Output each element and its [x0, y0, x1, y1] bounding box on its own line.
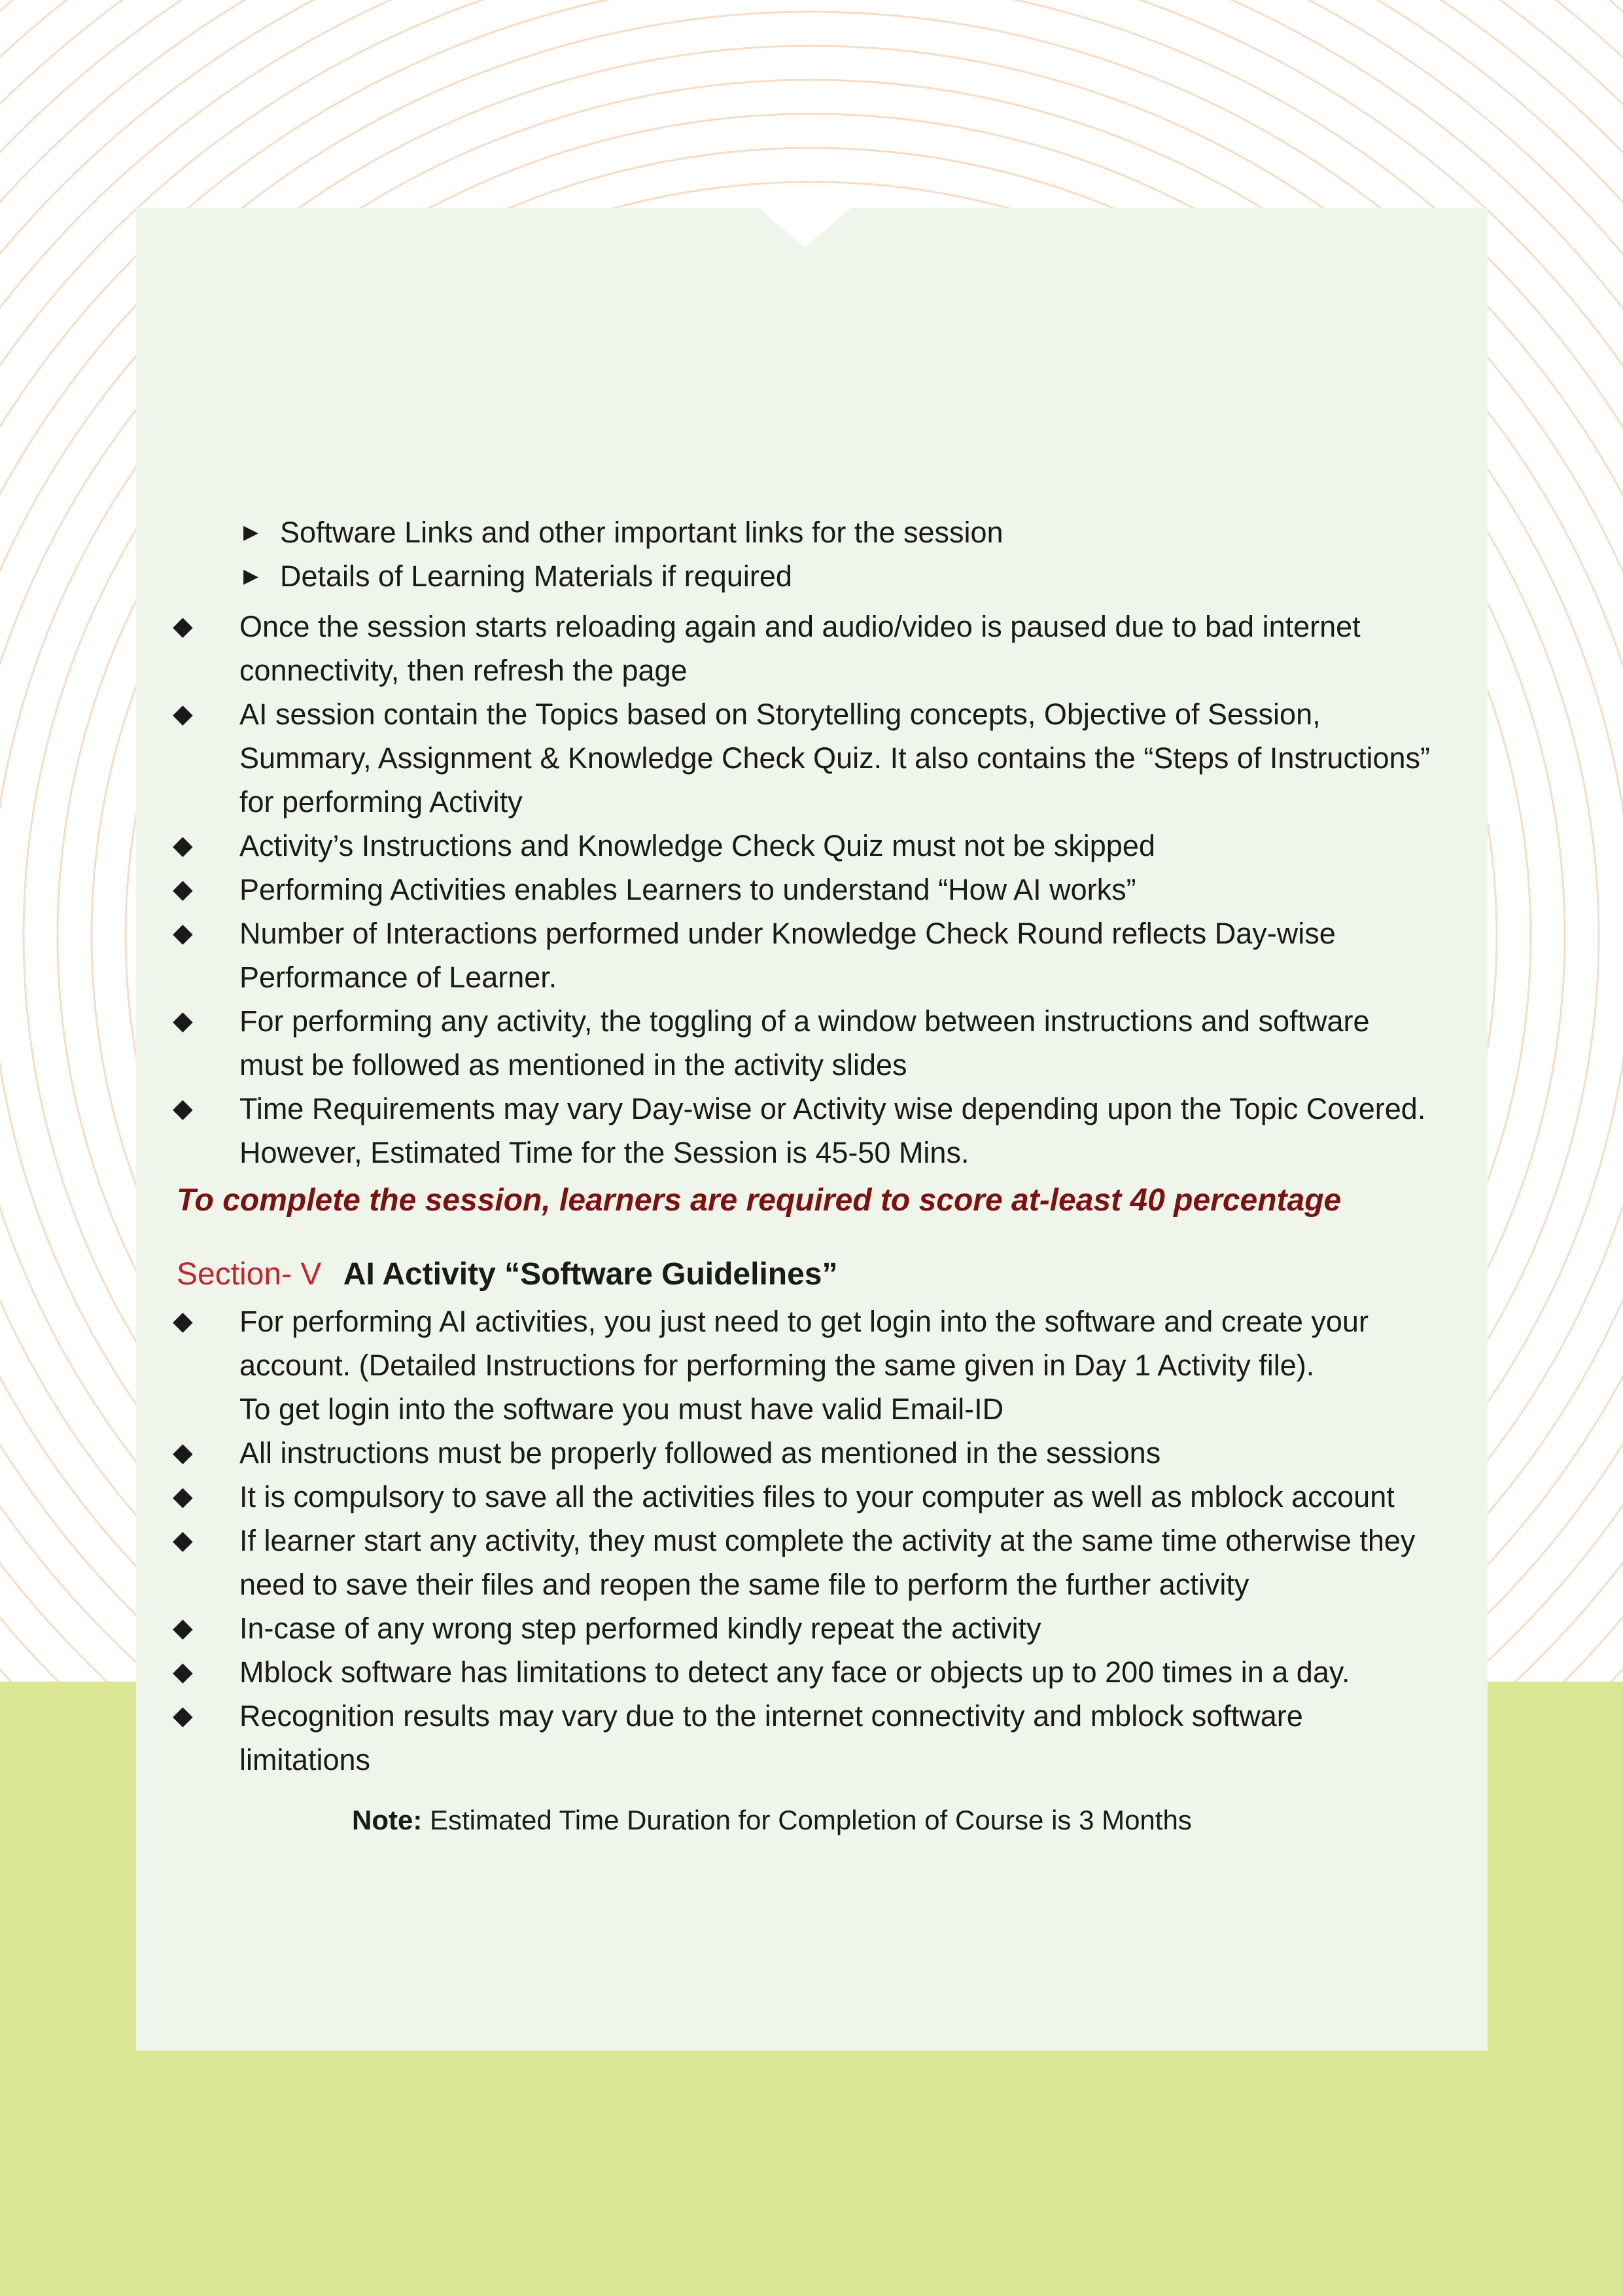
section-heading	[177, 1252, 838, 1298]
diamond-bullet-icon: ◆	[173, 1094, 193, 1123]
list-item: ◆ Activity’s Instructions and Knowledge Check Quiz must not be skipped	[239, 824, 1155, 868]
diamond-bullet-icon: ◆	[173, 612, 193, 641]
card-notch	[759, 208, 850, 247]
section-title: AI Activity “Software Guidelines”	[343, 1257, 838, 1292]
list-item: ◆ AI session contain the Topics based on Storytelling concepts, Objective of Session, Summary, Assignment & Knowledge Check Quiz. It also contains the “Steps of Instructions” for performing Activity	[239, 692, 1430, 824]
diamond-bullet-icon: ◆	[173, 1482, 193, 1511]
list-item: ◆ For performing any activity, the toggling of a window between instructions and software must be followed as mentioned in the activity slides	[239, 999, 1370, 1087]
list-item: ◆ For performing AI activities, you just need to get login into the software and create your account. (Detailed Instructions for performing the same given in Day 1 Activity file). To get login into the software you must have valid Email-ID	[239, 1299, 1369, 1431]
diamond-bullet-icon: ◆	[173, 875, 193, 904]
diamond-bullet-icon: ◆	[173, 1307, 193, 1335]
list-item: ◆ Performing Activities enables Learners to understand “How AI works”	[239, 868, 1136, 911]
section-number: Section- V	[177, 1257, 322, 1292]
note-text: Estimated Time Duration for Completion of Course is 3 Months	[422, 1805, 1192, 1835]
diamond-bullet-icon: ◆	[173, 1701, 193, 1730]
diamond-bullet-icon: ◆	[173, 1006, 193, 1035]
sub-list-item: ▶ Software Links and other important links for the session	[280, 510, 1003, 554]
list-item: ◆ Recognition results may vary due to the internet connectivity and mblock software limitations	[239, 1694, 1303, 1782]
diamond-bullet-icon: ◆	[173, 1614, 193, 1642]
triangle-bullet-icon: ▶	[243, 521, 259, 543]
diamond-bullet-icon: ◆	[173, 1526, 193, 1555]
list-item: ◆ Mblock software has limitations to detect any face or objects up to 200 times in a day.	[239, 1650, 1350, 1694]
diamond-bullet-icon: ◆	[173, 1438, 193, 1467]
content-card	[136, 208, 1488, 2051]
triangle-bullet-icon: ▶	[243, 565, 259, 587]
list-item: ◆ Number of Interactions performed under Knowledge Check Round reflects Day-wise Performance of Learner.	[239, 911, 1336, 999]
list-item: ◆ In-case of any wrong step performed kindly repeat the activity	[239, 1606, 1041, 1650]
list-item: ◆ It is compulsory to save all the activities files to your computer as well as mblock account	[239, 1475, 1395, 1519]
card-content	[136, 208, 1488, 2051]
sub-list-item: ▶ Details of Learning Materials if required	[280, 554, 792, 598]
note	[352, 1799, 1192, 1841]
note-label: Note:	[352, 1805, 423, 1835]
list-item: ◆ All instructions must be properly followed as mentioned in the sessions	[239, 1431, 1161, 1475]
diamond-bullet-icon: ◆	[173, 919, 193, 947]
list-item: ◆ If learner start any activity, they must complete the activity at the same time otherwise they need to save their files and reopen the same file to perform the further activity	[239, 1519, 1415, 1606]
list-item: ◆ Once the session starts reloading again and audio/video is paused due to bad internet connectivity, then refresh the page	[239, 605, 1361, 692]
list-item: ◆ Time Requirements may vary Day-wise or Activity wise depending upon the Topic Covered. However, Estimated Time for the Session is 45-50 Mins.	[239, 1087, 1425, 1174]
diamond-bullet-icon: ◆	[173, 699, 193, 728]
completion-requirement-text: To complete the session, learners are required to score at-least 40 percentage	[177, 1183, 1342, 1218]
diamond-bullet-icon: ◆	[173, 1657, 193, 1686]
diamond-bullet-icon: ◆	[173, 831, 193, 860]
